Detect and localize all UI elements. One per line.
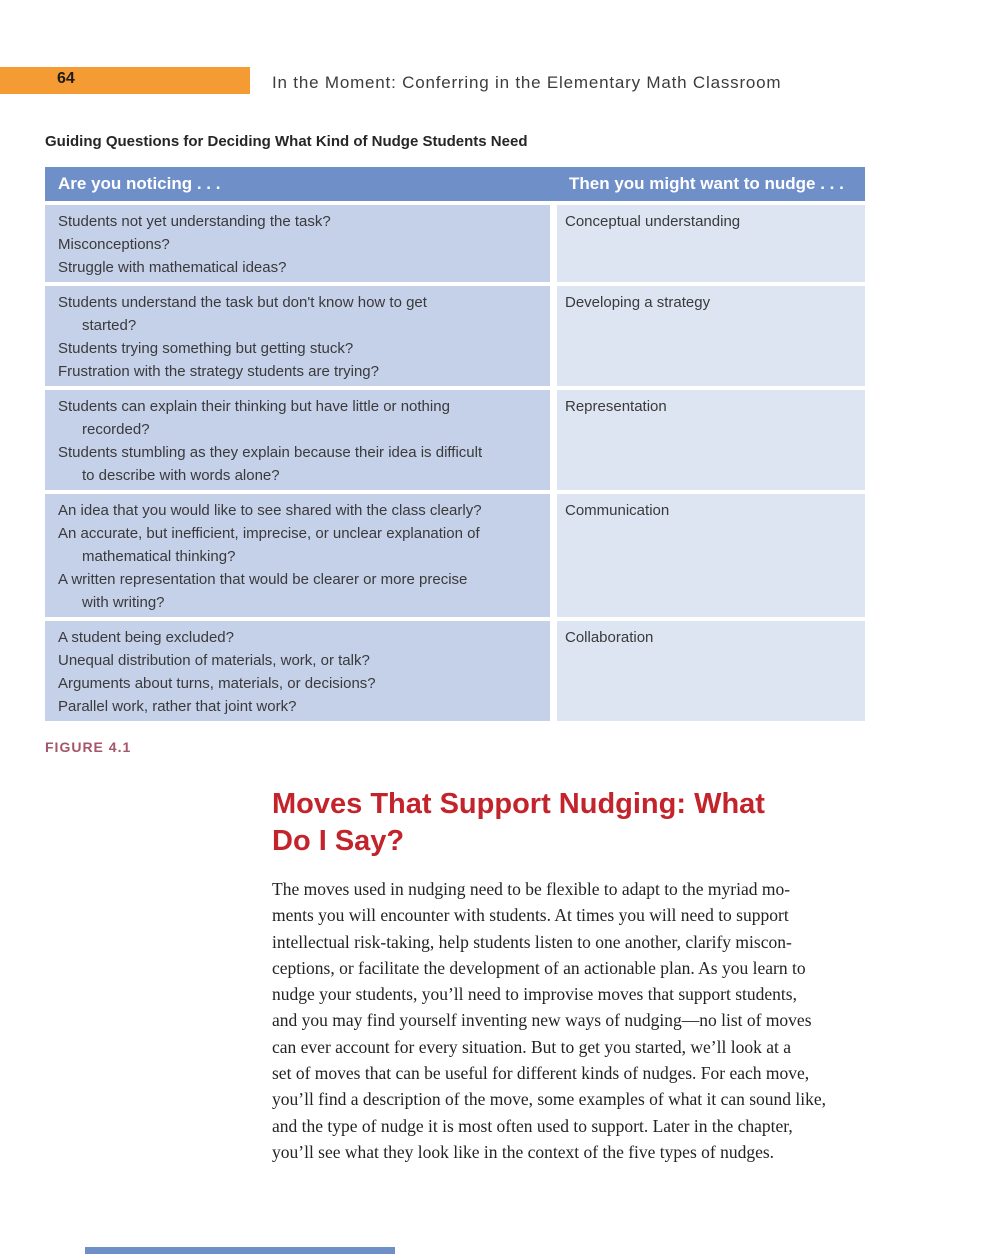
- paragraph-line: and you may find yourself inventing new ways of nudging—no list of moves: [272, 1010, 812, 1031]
- paragraph-line: The moves used in nudging need to be flexible to adapt to the myriad mo-: [272, 879, 791, 899]
- table-row: [45, 205, 865, 282]
- nudge-type: Communication: [565, 502, 670, 519]
- question-line: Arguments about turns, materials, or decisions?: [58, 675, 376, 692]
- question-line: A student being excluded?: [58, 629, 234, 646]
- paragraph-line: can ever account for every situation. But to get you started, we’ll look at a: [272, 1036, 791, 1057]
- figure-label: FIGURE 4.1: [45, 739, 132, 755]
- question-line: Students not yet understanding the task?: [58, 213, 331, 230]
- nudge-type: Representation: [565, 398, 667, 415]
- paragraph-line: and the type of nudge it is most often used to support. Later in the chapter,: [272, 1115, 793, 1136]
- question-line: Students trying something but getting stuck?: [58, 340, 354, 357]
- table-row: [45, 494, 865, 617]
- paragraph-line: ceptions, or facilitate the development of an actionable plan. As you learn to: [272, 957, 806, 978]
- nudge-type: Collaboration: [565, 629, 654, 646]
- noticing-cell: [45, 390, 550, 490]
- table-row: [45, 286, 865, 386]
- section-heading: [272, 786, 912, 860]
- noticing-cell: [45, 205, 550, 282]
- noticing-cell: [45, 494, 550, 617]
- noticing-cell: [45, 621, 550, 721]
- paragraph-line: intellectual risk-taking, help students listen to one another, clarify miscon-: [272, 931, 792, 952]
- question-line-continued: recorded?: [82, 421, 150, 438]
- paragraph-line: you’ll see what they look like in the context of the five types of nudges.: [272, 1141, 775, 1162]
- nudge-cell: [557, 621, 865, 721]
- paragraph-line: ments you will encounter with students. At times you will need to support: [272, 905, 789, 926]
- question-line-continued: with writing?: [82, 594, 165, 611]
- table-row: [45, 621, 865, 721]
- question-line-continued: mathematical thinking?: [82, 548, 236, 565]
- question-line: Unequal distribution of materials, work, or talk?: [58, 652, 370, 669]
- question-line: A written representation that would be clearer or more precise: [58, 571, 468, 588]
- nudge-cell: [557, 205, 865, 282]
- question-line: Struggle with mathematical ideas?: [58, 259, 287, 276]
- question-line: Students stumbling as they explain because their idea is difficult: [58, 444, 483, 461]
- question-line: Students can explain their thinking but have little or nothing: [58, 398, 450, 415]
- page-number: 64: [57, 70, 75, 87]
- running-title: In the Moment: Conferring in the Elementary Math Classroom: [272, 73, 782, 92]
- paragraph-line: you’ll find a description of the move, some examples of what it can sound like,: [272, 1089, 827, 1110]
- question-line: An idea that you would like to see shared with the class clearly?: [58, 502, 482, 519]
- nudge-cell: [557, 390, 865, 490]
- table-row: [45, 390, 865, 490]
- table-caption: Guiding Questions for Deciding What Kind of Nudge Students Need: [45, 133, 528, 150]
- nudge-table: [45, 167, 865, 721]
- question-line-continued: started?: [82, 317, 137, 334]
- table-header-noticing: Are you noticing . . .: [58, 174, 221, 193]
- paragraph-line: nudge your students, you’ll need to improvise moves that support students,: [272, 984, 797, 1005]
- noticing-cell: [45, 286, 550, 386]
- section: [272, 786, 912, 1165]
- nudge-cell: [557, 494, 865, 617]
- question-line: Misconceptions?: [58, 236, 170, 253]
- paragraph-line: set of moves that can be useful for different kinds of nudges. For each move,: [272, 1063, 810, 1084]
- nudge-type: Conceptual understanding: [565, 213, 741, 230]
- page-number-banner: [0, 67, 250, 94]
- next-figure-top-edge: [85, 1247, 395, 1254]
- section-heading-line: Moves That Support Nudging: What: [272, 788, 765, 820]
- question-line-continued: to describe with words alone?: [82, 467, 280, 484]
- question-line: Frustration with the strategy students are trying?: [58, 363, 379, 380]
- question-line: Students understand the task but don't know how to get: [58, 294, 427, 311]
- section-heading-line: Do I Say?: [272, 825, 405, 857]
- body-paragraph: [272, 876, 912, 1165]
- nudge-type: Developing a strategy: [565, 294, 711, 311]
- table-header-row: [45, 167, 865, 201]
- question-line: Parallel work, rather that joint work?: [58, 698, 297, 715]
- table-header-nudge: Then you might want to nudge . . .: [569, 174, 844, 193]
- question-line: An accurate, but inefficient, imprecise, or unclear explanation of: [58, 525, 480, 542]
- nudge-cell: [557, 286, 865, 386]
